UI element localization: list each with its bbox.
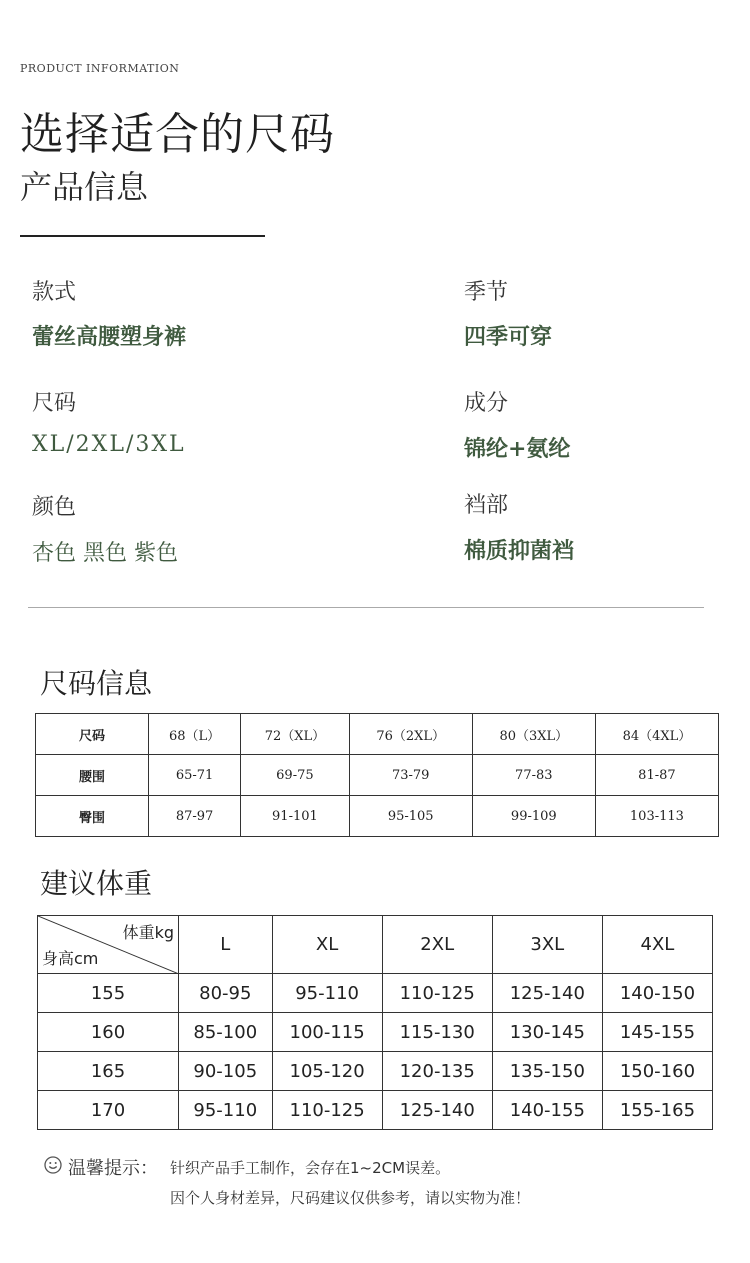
table-row bbox=[36, 796, 719, 837]
page-title: 选择适合的尺码 bbox=[20, 109, 335, 160]
info-value-season: 四季可穿 bbox=[464, 324, 553, 350]
table-header-cell: 80（3XL） bbox=[472, 714, 595, 755]
row-label: 155 bbox=[38, 974, 179, 1013]
row-label: 170 bbox=[38, 1091, 179, 1130]
smiley-icon bbox=[44, 1156, 62, 1174]
corner-cell bbox=[38, 916, 179, 974]
table-cell: 91-101 bbox=[241, 796, 350, 837]
table-header-cell: 2XL bbox=[382, 916, 492, 974]
table-cell: 95-110 bbox=[272, 974, 382, 1013]
table-header-cell: 84（4XL） bbox=[595, 714, 718, 755]
section-divider bbox=[28, 607, 704, 608]
size-info-table bbox=[35, 713, 719, 837]
info-label-color: 颜色 bbox=[32, 495, 77, 520]
info-value-style: 蕾丝高腰塑身裤 bbox=[32, 324, 187, 350]
info-label-style: 款式 bbox=[32, 280, 77, 305]
table-cell: 125-140 bbox=[382, 1091, 492, 1130]
info-label-season: 季节 bbox=[464, 280, 509, 305]
table-cell: 80-95 bbox=[179, 974, 273, 1013]
table-cell: 110-125 bbox=[382, 974, 492, 1013]
row-label: 腰围 bbox=[36, 755, 149, 796]
table-header-cell: 72（XL） bbox=[241, 714, 350, 755]
table-header-cell: 尺码 bbox=[36, 714, 149, 755]
table-header-cell: 3XL bbox=[492, 916, 602, 974]
eyebrow: PRODUCT INFORMATION bbox=[20, 62, 180, 75]
info-label-crotch: 裆部 bbox=[464, 493, 509, 518]
table-cell: 155-165 bbox=[602, 1091, 712, 1130]
title-rule bbox=[20, 235, 265, 237]
table-row bbox=[38, 974, 713, 1013]
table-cell: 145-155 bbox=[602, 1013, 712, 1052]
table-row bbox=[36, 714, 719, 755]
weight-heading: 建议体重 bbox=[40, 867, 153, 900]
row-label: 165 bbox=[38, 1052, 179, 1091]
table-cell: 103-113 bbox=[595, 796, 718, 837]
table-row bbox=[38, 1091, 713, 1130]
corner-height-label: 身高cm bbox=[42, 949, 99, 968]
row-label: 臀围 bbox=[36, 796, 149, 837]
table-cell: 150-160 bbox=[602, 1052, 712, 1091]
table-cell: 95-110 bbox=[179, 1091, 273, 1130]
info-label-material: 成分 bbox=[464, 391, 509, 416]
tip-title: 温馨提示： bbox=[68, 1158, 158, 1179]
table-cell: 105-120 bbox=[272, 1052, 382, 1091]
table-header-cell: 76（2XL） bbox=[349, 714, 472, 755]
table-header-cell: XL bbox=[272, 916, 382, 974]
table-cell: 65-71 bbox=[149, 755, 241, 796]
table-cell: 140-155 bbox=[492, 1091, 602, 1130]
table-cell: 100-115 bbox=[272, 1013, 382, 1052]
info-value-crotch: 棉质抑菌裆 bbox=[464, 538, 575, 564]
info-value-size: XL/2XL/3XL bbox=[32, 432, 186, 457]
info-label-size: 尺码 bbox=[32, 391, 77, 416]
weight-table bbox=[37, 915, 713, 1130]
table-cell: 87-97 bbox=[149, 796, 241, 837]
table-cell: 95-105 bbox=[349, 796, 472, 837]
table-header-cell: L bbox=[179, 916, 273, 974]
table-cell: 81-87 bbox=[595, 755, 718, 796]
tip-line-2: 因个人身材差异，尺码建议仅供参考，请以实物为准！ bbox=[170, 1189, 531, 1207]
table-cell: 130-145 bbox=[492, 1013, 602, 1052]
info-value-material: 锦纶+氨纶 bbox=[464, 436, 571, 462]
table-cell: 99-109 bbox=[472, 796, 595, 837]
corner-weight-label: 体重kg bbox=[122, 923, 174, 942]
size-info-heading: 尺码信息 bbox=[40, 667, 153, 700]
table-cell: 90-105 bbox=[179, 1052, 273, 1091]
table-cell: 73-79 bbox=[349, 755, 472, 796]
table-cell: 140-150 bbox=[602, 974, 712, 1013]
table-cell: 135-150 bbox=[492, 1052, 602, 1091]
table-row bbox=[38, 1052, 713, 1091]
table-cell: 110-125 bbox=[272, 1091, 382, 1130]
table-cell: 115-130 bbox=[382, 1013, 492, 1052]
table-cell: 69-75 bbox=[241, 755, 350, 796]
table-cell: 77-83 bbox=[472, 755, 595, 796]
table-row bbox=[36, 755, 719, 796]
table-cell: 120-135 bbox=[382, 1052, 492, 1091]
info-value-color: 杏色 黑色 紫色 bbox=[32, 541, 178, 566]
table-row bbox=[38, 916, 713, 974]
table-header-cell: 4XL bbox=[602, 916, 712, 974]
table-row bbox=[38, 1013, 713, 1052]
table-cell: 125-140 bbox=[492, 974, 602, 1013]
page-subtitle: 产品信息 bbox=[20, 168, 149, 206]
tip-line-1: 针织产品手工制作，会存在1~2CM误差。 bbox=[170, 1159, 451, 1177]
table-header-cell: 68（L） bbox=[149, 714, 241, 755]
table-cell: 85-100 bbox=[179, 1013, 273, 1052]
row-label: 160 bbox=[38, 1013, 179, 1052]
